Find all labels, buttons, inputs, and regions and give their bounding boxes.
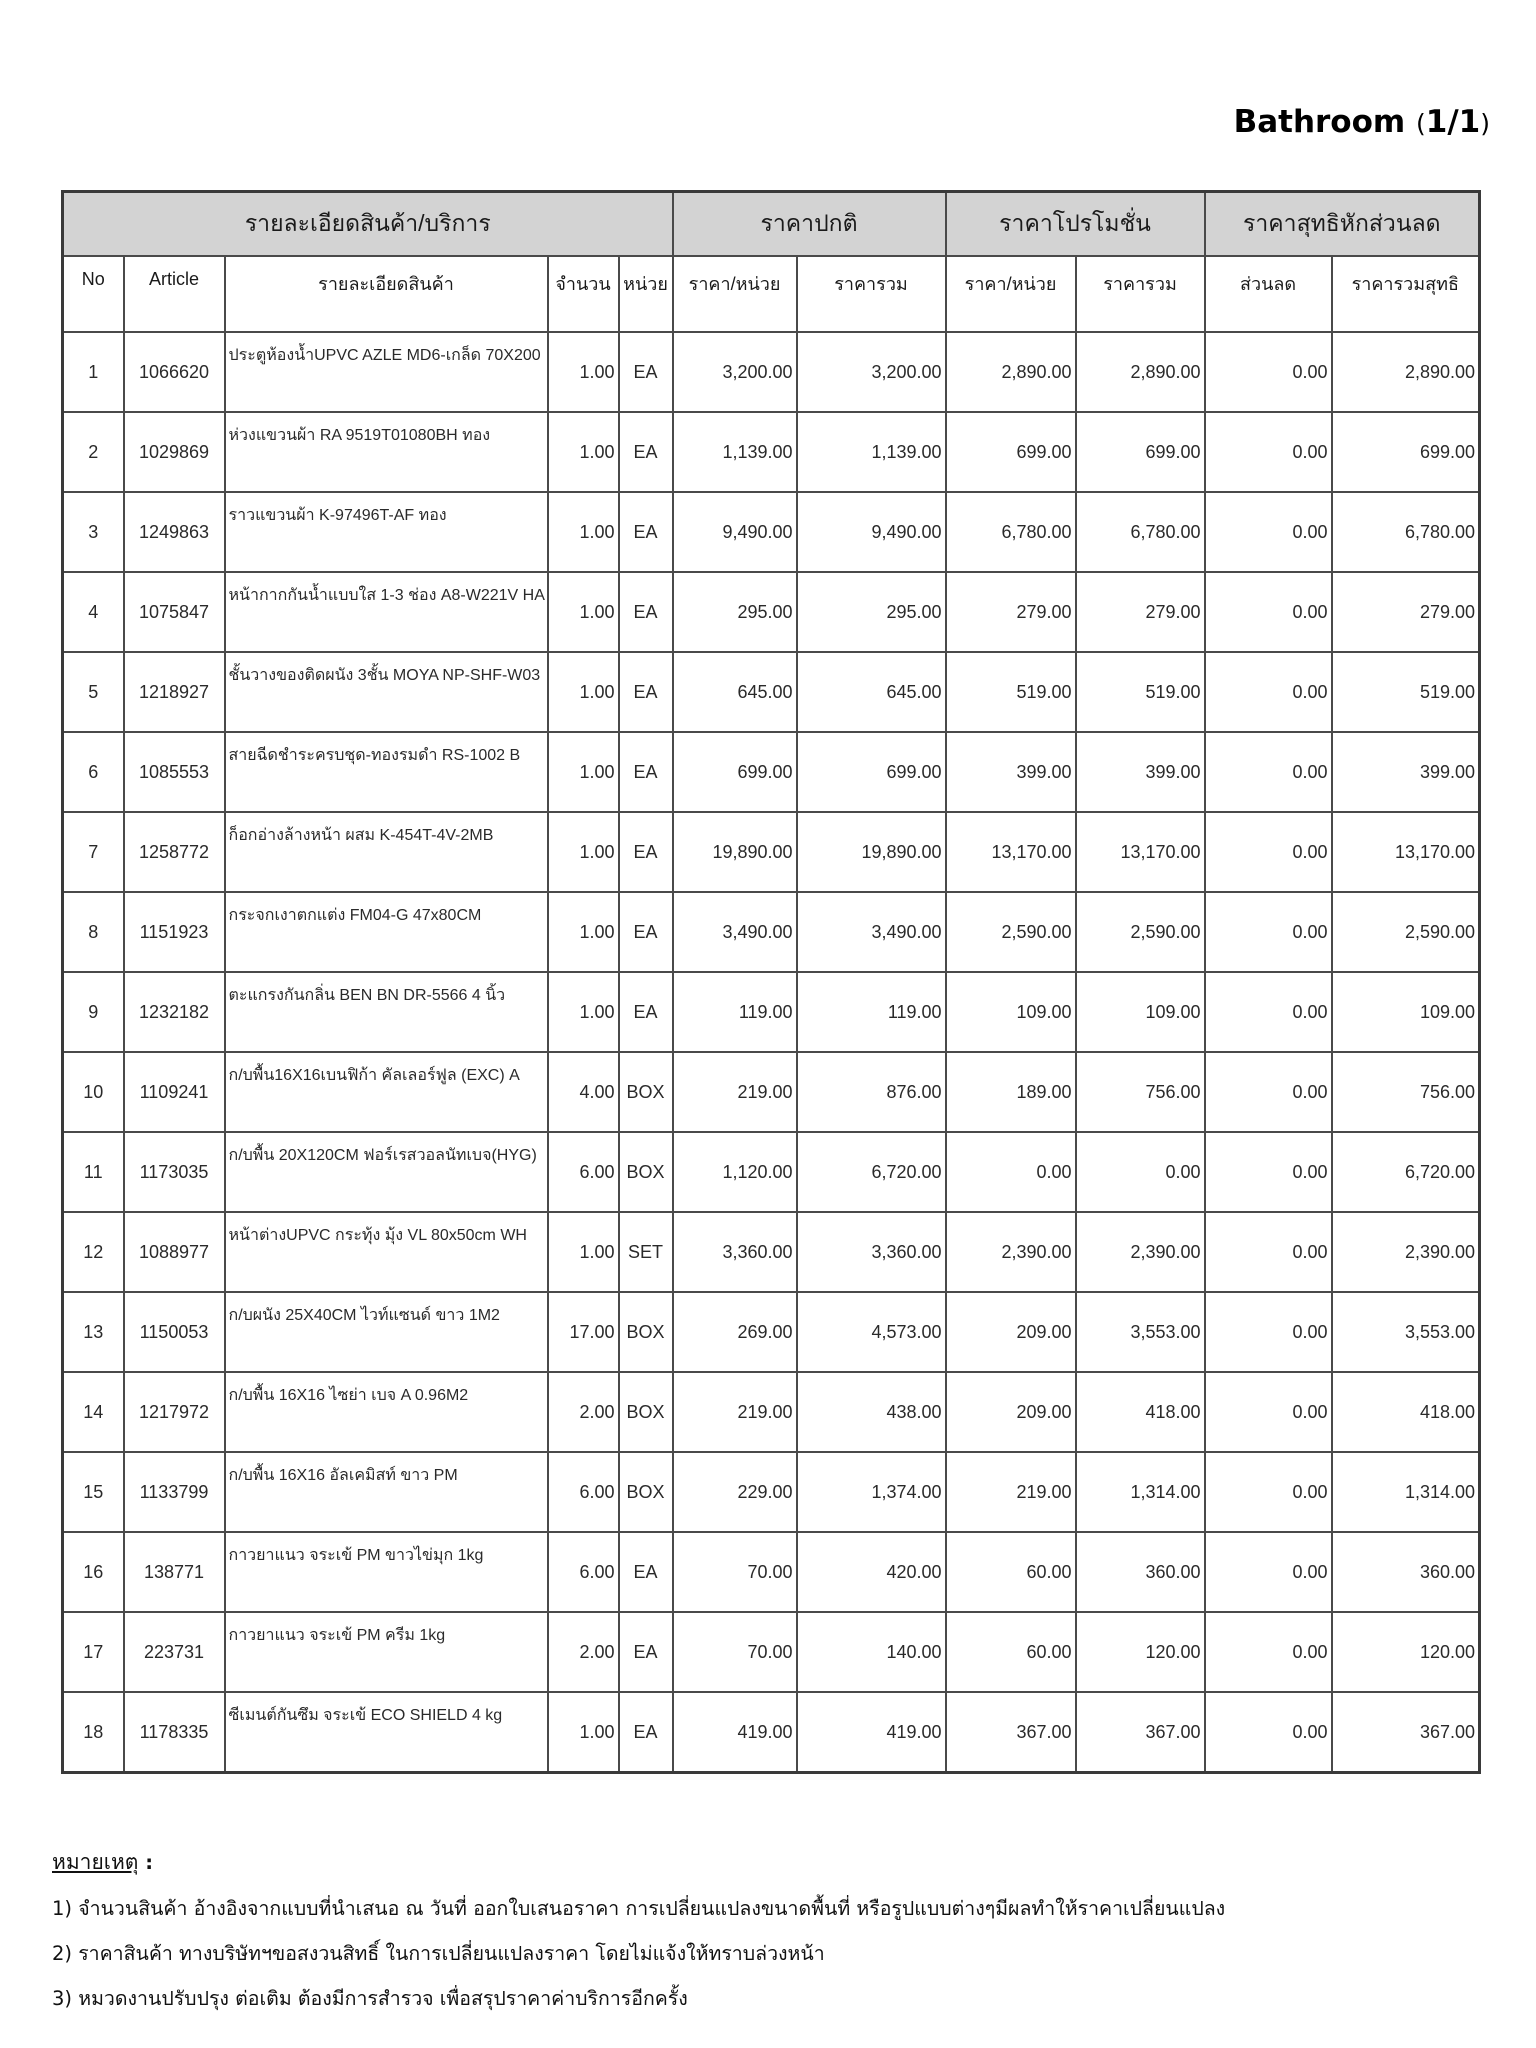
cell-promo-unit-price: 519.00 — [946, 652, 1076, 732]
column-header-no: No — [63, 256, 124, 332]
cell-unit: EA — [619, 1692, 673, 1773]
cell-normal-total: 419.00 — [797, 1692, 946, 1773]
table-row — [63, 1052, 1480, 1132]
cell-article: 1109241 — [124, 1052, 225, 1132]
cell-description: ซีเมนต์กันซึม จระเข้ ECO SHIELD 4 kg — [225, 1692, 548, 1773]
remarks-heading-line — [52, 1846, 1492, 1879]
cell-unit: EA — [619, 892, 673, 972]
column-header-discount: ส่วนลด — [1205, 256, 1332, 332]
cell-description: ก/บพื้น 16X16 อัลเคมิสท์ ขาว PM — [225, 1452, 548, 1532]
cell-promo-total: 360.00 — [1076, 1532, 1205, 1612]
cell-no: 18 — [63, 1692, 124, 1773]
cell-net-total: 6,720.00 — [1332, 1132, 1480, 1212]
cell-promo-total: 279.00 — [1076, 572, 1205, 652]
cell-article: 1173035 — [124, 1132, 225, 1212]
quotation-table — [61, 190, 1481, 1774]
cell-qty: 1.00 — [548, 332, 619, 412]
cell-net-total: 6,780.00 — [1332, 492, 1480, 572]
table-row — [63, 812, 1480, 892]
cell-description: ตะแกรงกันกลิ่น BEN BN DR-5566 4 นิ้ว — [225, 972, 548, 1052]
cell-qty: 1.00 — [548, 1692, 619, 1773]
cell-no: 5 — [63, 652, 124, 732]
cell-unit: EA — [619, 972, 673, 1052]
column-header-net-total: ราคารวมสุทธิ — [1332, 256, 1480, 332]
page-title-paren-close: ) — [1480, 109, 1490, 138]
cell-unit: BOX — [619, 1372, 673, 1452]
cell-normal-unit-price: 70.00 — [673, 1612, 797, 1692]
table-row — [63, 652, 1480, 732]
cell-normal-total: 3,360.00 — [797, 1212, 946, 1292]
cell-discount: 0.00 — [1205, 732, 1332, 812]
cell-normal-total: 6,720.00 — [797, 1132, 946, 1212]
cell-promo-unit-price: 209.00 — [946, 1372, 1076, 1452]
cell-normal-total: 19,890.00 — [797, 812, 946, 892]
cell-qty: 1.00 — [548, 812, 619, 892]
cell-no: 4 — [63, 572, 124, 652]
cell-description: ก็อกอ่างล้างหน้า ผสม K-454T-4V-2MB — [225, 812, 548, 892]
cell-normal-unit-price: 295.00 — [673, 572, 797, 652]
cell-description: ชั้นวางของติดผนัง 3ชั้น MOYA NP-SHF-W03 — [225, 652, 548, 732]
cell-promo-total: 120.00 — [1076, 1612, 1205, 1692]
table-row — [63, 1612, 1480, 1692]
cell-qty: 1.00 — [548, 492, 619, 572]
cell-normal-unit-price: 645.00 — [673, 652, 797, 732]
cell-article: 1249863 — [124, 492, 225, 572]
column-header-qty: จำนวน — [548, 256, 619, 332]
group-header-promo-price: ราคาโปรโมชั่น — [946, 192, 1205, 257]
cell-normal-unit-price: 699.00 — [673, 732, 797, 812]
cell-article: 1088977 — [124, 1212, 225, 1292]
cell-no: 16 — [63, 1532, 124, 1612]
cell-normal-total: 9,490.00 — [797, 492, 946, 572]
cell-discount: 0.00 — [1205, 1132, 1332, 1212]
cell-article: 1217972 — [124, 1372, 225, 1452]
cell-promo-total: 519.00 — [1076, 652, 1205, 732]
cell-no: 15 — [63, 1452, 124, 1532]
cell-net-total: 279.00 — [1332, 572, 1480, 652]
cell-normal-unit-price: 229.00 — [673, 1452, 797, 1532]
cell-promo-unit-price: 189.00 — [946, 1052, 1076, 1132]
cell-net-total: 120.00 — [1332, 1612, 1480, 1692]
cell-qty: 1.00 — [548, 732, 619, 812]
cell-discount: 0.00 — [1205, 812, 1332, 892]
cell-promo-unit-price: 2,890.00 — [946, 332, 1076, 412]
cell-promo-total: 367.00 — [1076, 1692, 1205, 1773]
remark-line-1: 1) จำนวนสินค้า อ้างอิงจากแบบที่นำเสนอ ณ วันที่ ออกใบเสนอราคา การเปลี่ยนแปลงขนาดพื้นที่ หรือรูปแบบต่างๆมีผลทำให้ราคาเปลี่ยนแปลง — [52, 1897, 1226, 1920]
cell-promo-total: 399.00 — [1076, 732, 1205, 812]
cell-normal-unit-price: 219.00 — [673, 1372, 797, 1452]
cell-unit: SET — [619, 1212, 673, 1292]
table-row — [63, 892, 1480, 972]
column-header-article: Article — [124, 256, 225, 332]
cell-promo-total: 3,553.00 — [1076, 1292, 1205, 1372]
table-row — [63, 1212, 1480, 1292]
cell-net-total: 109.00 — [1332, 972, 1480, 1052]
cell-discount: 0.00 — [1205, 1532, 1332, 1612]
cell-no: 14 — [63, 1372, 124, 1452]
cell-net-total: 1,314.00 — [1332, 1452, 1480, 1532]
cell-normal-total: 119.00 — [797, 972, 946, 1052]
cell-unit: EA — [619, 652, 673, 732]
cell-description: สายฉีดชำระครบชุด-ทองรมดำ RS-1002 B — [225, 732, 548, 812]
cell-discount: 0.00 — [1205, 412, 1332, 492]
table-row — [63, 1372, 1480, 1452]
table-row — [63, 1452, 1480, 1532]
cell-unit: BOX — [619, 1052, 673, 1132]
cell-net-total: 2,390.00 — [1332, 1212, 1480, 1292]
cell-normal-total: 3,200.00 — [797, 332, 946, 412]
cell-discount: 0.00 — [1205, 332, 1332, 412]
page-title — [1234, 104, 1490, 140]
cell-promo-total: 699.00 — [1076, 412, 1205, 492]
cell-discount: 0.00 — [1205, 972, 1332, 1052]
cell-no: 8 — [63, 892, 124, 972]
column-header-promo-unit-price: ราคา/หน่วย — [946, 256, 1076, 332]
cell-unit: BOX — [619, 1452, 673, 1532]
table-row — [63, 1692, 1480, 1773]
cell-promo-total: 2,590.00 — [1076, 892, 1205, 972]
cell-normal-total: 140.00 — [797, 1612, 946, 1692]
cell-promo-unit-price: 699.00 — [946, 412, 1076, 492]
cell-promo-total: 2,390.00 — [1076, 1212, 1205, 1292]
cell-net-total: 756.00 — [1332, 1052, 1480, 1132]
cell-promo-unit-price: 109.00 — [946, 972, 1076, 1052]
cell-normal-total: 1,374.00 — [797, 1452, 946, 1532]
cell-description: ก/บพื้น 20X120CM ฟอร์เรสวอลนัทเบจ(HYG) — [225, 1132, 548, 1212]
cell-article: 1151923 — [124, 892, 225, 972]
remark-line-3: 3) หมวดงานปรับปรุง ต่อเติม ต้องมีการสำรวจ เพื่อสรุปราคาค่าบริการอีกครั้ง — [52, 1987, 688, 2010]
cell-no: 10 — [63, 1052, 124, 1132]
cell-discount: 0.00 — [1205, 1692, 1332, 1773]
cell-promo-total: 418.00 — [1076, 1372, 1205, 1452]
cell-description: ราวแขวนผ้า K-97496T-AF ทอง — [225, 492, 548, 572]
cell-discount: 0.00 — [1205, 1212, 1332, 1292]
cell-promo-total: 2,890.00 — [1076, 332, 1205, 412]
cell-promo-unit-price: 6,780.00 — [946, 492, 1076, 572]
cell-promo-unit-price: 13,170.00 — [946, 812, 1076, 892]
cell-qty: 2.00 — [548, 1612, 619, 1692]
remarks-heading: หมายเหตุ — [52, 1850, 139, 1874]
cell-promo-total: 0.00 — [1076, 1132, 1205, 1212]
cell-normal-total: 699.00 — [797, 732, 946, 812]
cell-net-total: 418.00 — [1332, 1372, 1480, 1452]
cell-qty: 1.00 — [548, 1212, 619, 1292]
cell-net-total: 367.00 — [1332, 1692, 1480, 1773]
cell-promo-unit-price: 0.00 — [946, 1132, 1076, 1212]
cell-promo-unit-price: 2,390.00 — [946, 1212, 1076, 1292]
cell-description: หน้ากากกันน้ำแบบใส 1-3 ช่อง A8-W221V HA — [225, 572, 548, 652]
cell-no: 11 — [63, 1132, 124, 1212]
cell-article: 1258772 — [124, 812, 225, 892]
cell-promo-total: 109.00 — [1076, 972, 1205, 1052]
table-row — [63, 332, 1480, 412]
page-title-main: Bathroom — [1233, 104, 1416, 140]
cell-normal-total: 4,573.00 — [797, 1292, 946, 1372]
column-header-unit: หน่วย — [619, 256, 673, 332]
cell-qty: 1.00 — [548, 892, 619, 972]
cell-normal-total: 295.00 — [797, 572, 946, 652]
cell-promo-unit-price: 219.00 — [946, 1452, 1076, 1532]
table-body — [63, 332, 1480, 1773]
cell-normal-unit-price: 269.00 — [673, 1292, 797, 1372]
table-row — [63, 1292, 1480, 1372]
remarks-colon: : — [138, 1851, 154, 1874]
cell-article: 1178335 — [124, 1692, 225, 1773]
cell-promo-total: 6,780.00 — [1076, 492, 1205, 572]
cell-normal-total: 645.00 — [797, 652, 946, 732]
cell-article: 223731 — [124, 1612, 225, 1692]
cell-description: กาวยาแนว จระเข้ PM ขาวไข่มุก 1kg — [225, 1532, 548, 1612]
cell-discount: 0.00 — [1205, 572, 1332, 652]
cell-promo-unit-price: 60.00 — [946, 1532, 1076, 1612]
cell-normal-unit-price: 3,360.00 — [673, 1212, 797, 1292]
remarks — [52, 1846, 1492, 2014]
cell-article: 138771 — [124, 1532, 225, 1612]
cell-net-total: 399.00 — [1332, 732, 1480, 812]
cell-article: 1232182 — [124, 972, 225, 1052]
cell-description: กระจกเงาตกแต่ง FM04-G 47x80CM — [225, 892, 548, 972]
cell-promo-unit-price: 399.00 — [946, 732, 1076, 812]
cell-article: 1150053 — [124, 1292, 225, 1372]
header-group-row — [63, 192, 1480, 257]
cell-qty: 2.00 — [548, 1372, 619, 1452]
cell-qty: 1.00 — [548, 652, 619, 732]
cell-no: 1 — [63, 332, 124, 412]
cell-qty: 1.00 — [548, 972, 619, 1052]
cell-unit: EA — [619, 332, 673, 412]
header-column-row — [63, 256, 1480, 332]
cell-discount: 0.00 — [1205, 1612, 1332, 1692]
cell-discount: 0.00 — [1205, 1052, 1332, 1132]
cell-article: 1075847 — [124, 572, 225, 652]
cell-normal-total: 3,490.00 — [797, 892, 946, 972]
cell-unit: BOX — [619, 1292, 673, 1372]
cell-discount: 0.00 — [1205, 1372, 1332, 1452]
cell-description: ห่วงแขวนผ้า RA 9519T01080BH ทอง — [225, 412, 548, 492]
cell-net-total: 2,890.00 — [1332, 332, 1480, 412]
table-row — [63, 972, 1480, 1052]
cell-normal-unit-price: 3,200.00 — [673, 332, 797, 412]
cell-discount: 0.00 — [1205, 892, 1332, 972]
table-row — [63, 412, 1480, 492]
cell-normal-unit-price: 19,890.00 — [673, 812, 797, 892]
cell-normal-unit-price: 119.00 — [673, 972, 797, 1052]
cell-promo-unit-price: 367.00 — [946, 1692, 1076, 1773]
table-row — [63, 1532, 1480, 1612]
cell-normal-unit-price: 3,490.00 — [673, 892, 797, 972]
cell-promo-unit-price: 279.00 — [946, 572, 1076, 652]
cell-description: ประตูห้องน้ำUPVC AZLE MD6-เกล็ด 70X200 — [225, 332, 548, 412]
cell-unit: EA — [619, 732, 673, 812]
cell-no: 12 — [63, 1212, 124, 1292]
column-header-normal-total: ราคารวม — [797, 256, 946, 332]
group-header-net-price: ราคาสุทธิหักส่วนลด — [1205, 192, 1480, 257]
cell-qty: 6.00 — [548, 1532, 619, 1612]
cell-normal-unit-price: 70.00 — [673, 1532, 797, 1612]
cell-unit: EA — [619, 1532, 673, 1612]
group-header-details: รายละเอียดสินค้า/บริการ — [63, 192, 673, 257]
cell-article: 1133799 — [124, 1452, 225, 1532]
cell-normal-unit-price: 9,490.00 — [673, 492, 797, 572]
cell-description: ก/บพื้น 16X16 ไซย่า เบจ A 0.96M2 — [225, 1372, 548, 1452]
column-header-normal-unit-price: ราคา/หน่วย — [673, 256, 797, 332]
cell-no: 3 — [63, 492, 124, 572]
cell-no: 2 — [63, 412, 124, 492]
page-title-paren-open: ( — [1416, 109, 1426, 138]
cell-article: 1029869 — [124, 412, 225, 492]
cell-discount: 0.00 — [1205, 1292, 1332, 1372]
cell-qty: 1.00 — [548, 572, 619, 652]
cell-normal-unit-price: 219.00 — [673, 1052, 797, 1132]
cell-unit: EA — [619, 572, 673, 652]
cell-normal-total: 438.00 — [797, 1372, 946, 1452]
cell-promo-total: 756.00 — [1076, 1052, 1205, 1132]
page-number: 1/1 — [1425, 104, 1481, 140]
cell-description: ก/บผนัง 25X40CM ไวท์แซนด์ ขาว 1M2 — [225, 1292, 548, 1372]
cell-no: 7 — [63, 812, 124, 892]
table-row — [63, 732, 1480, 812]
cell-net-total: 13,170.00 — [1332, 812, 1480, 892]
cell-unit: EA — [619, 492, 673, 572]
cell-no: 6 — [63, 732, 124, 812]
remark-line-2: 2) ราคาสินค้า ทางบริษัทฯขอสงวนสิทธิ์ ในการเปลี่ยนแปลงราคา โดยไม่แจ้งให้ทราบล่วงหน้า — [52, 1942, 825, 1965]
cell-description: กาวยาแนว จระเข้ PM ครีม 1kg — [225, 1612, 548, 1692]
cell-net-total: 360.00 — [1332, 1532, 1480, 1612]
cell-promo-total: 1,314.00 — [1076, 1452, 1205, 1532]
cell-article: 1218927 — [124, 652, 225, 732]
cell-normal-total: 1,139.00 — [797, 412, 946, 492]
cell-net-total: 2,590.00 — [1332, 892, 1480, 972]
cell-description: ก/บพื้น16X16เบนฟิก้า คัลเลอร์ฟูล (EXC) A — [225, 1052, 548, 1132]
cell-promo-unit-price: 60.00 — [946, 1612, 1076, 1692]
cell-promo-unit-price: 209.00 — [946, 1292, 1076, 1372]
cell-promo-unit-price: 2,590.00 — [946, 892, 1076, 972]
cell-net-total: 519.00 — [1332, 652, 1480, 732]
cell-qty: 4.00 — [548, 1052, 619, 1132]
cell-no: 17 — [63, 1612, 124, 1692]
cell-qty: 17.00 — [548, 1292, 619, 1372]
cell-no: 13 — [63, 1292, 124, 1372]
cell-no: 9 — [63, 972, 124, 1052]
cell-unit: EA — [619, 412, 673, 492]
table-header — [63, 192, 1480, 333]
column-header-promo-total: ราคารวม — [1076, 256, 1205, 332]
cell-promo-total: 13,170.00 — [1076, 812, 1205, 892]
cell-discount: 0.00 — [1205, 1452, 1332, 1532]
cell-discount: 0.00 — [1205, 652, 1332, 732]
cell-normal-unit-price: 1,120.00 — [673, 1132, 797, 1212]
cell-unit: BOX — [619, 1132, 673, 1212]
table-row — [63, 492, 1480, 572]
cell-normal-total: 876.00 — [797, 1052, 946, 1132]
cell-qty: 6.00 — [548, 1132, 619, 1212]
cell-normal-unit-price: 1,139.00 — [673, 412, 797, 492]
cell-unit: EA — [619, 1612, 673, 1692]
cell-article: 1085553 — [124, 732, 225, 812]
cell-qty: 1.00 — [548, 412, 619, 492]
cell-article: 1066620 — [124, 332, 225, 412]
column-header-description: รายละเอียดสินค้า — [225, 256, 548, 332]
cell-description: หน้าต่างUPVC กระทุ้ง มุ้ง VL 80x50cm WH — [225, 1212, 548, 1292]
cell-qty: 6.00 — [548, 1452, 619, 1532]
group-header-normal-price: ราคาปกติ — [673, 192, 946, 257]
cell-unit: EA — [619, 812, 673, 892]
table-row — [63, 1132, 1480, 1212]
table-row — [63, 572, 1480, 652]
cell-net-total: 3,553.00 — [1332, 1292, 1480, 1372]
cell-net-total: 699.00 — [1332, 412, 1480, 492]
cell-normal-total: 420.00 — [797, 1532, 946, 1612]
cell-discount: 0.00 — [1205, 492, 1332, 572]
cell-normal-unit-price: 419.00 — [673, 1692, 797, 1773]
